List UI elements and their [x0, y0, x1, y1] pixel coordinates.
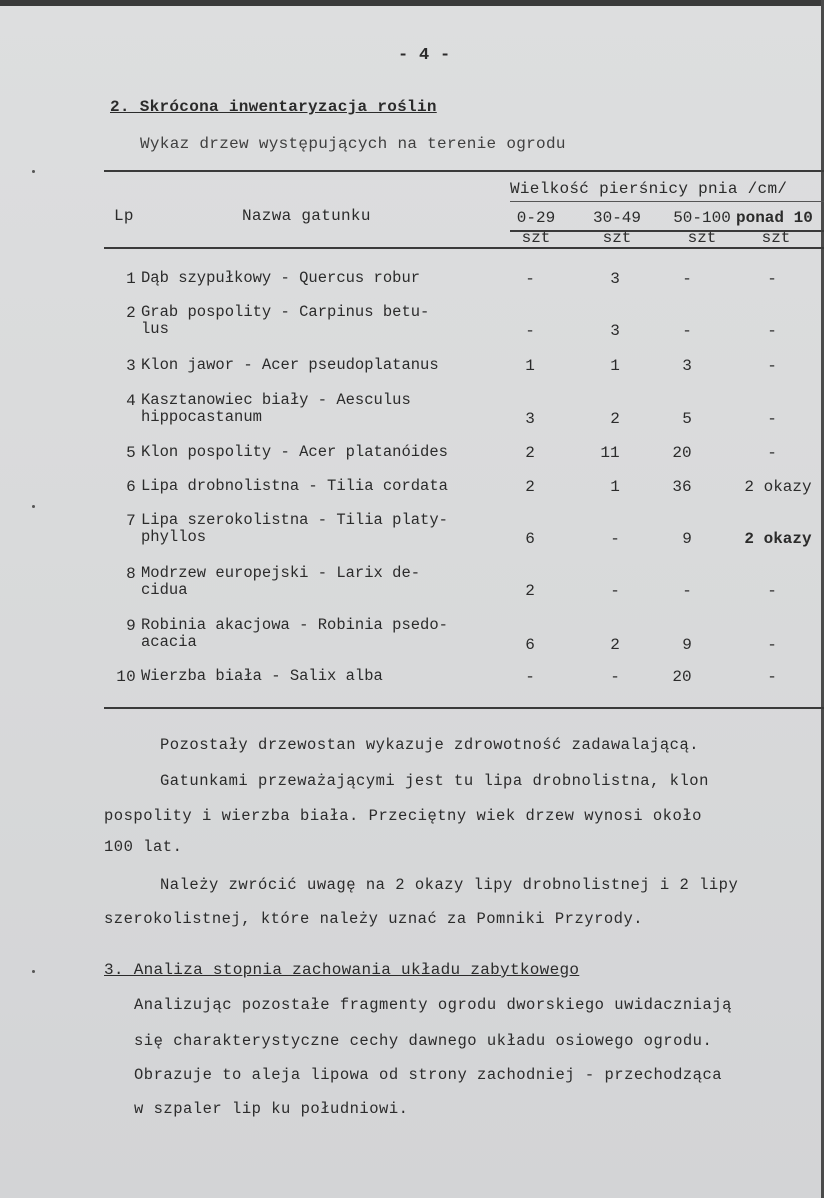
row-number: 7 — [126, 512, 136, 530]
count-cell: - — [682, 582, 692, 600]
row-number: 2 — [126, 304, 136, 322]
species-name: Grab pospolity - Carpinus betu- lus — [141, 303, 430, 338]
punch-mark — [32, 970, 35, 973]
count-cell: 1 — [610, 357, 620, 375]
species-name: Lipa szerokolistna - Tilia platy- phyllos — [141, 511, 448, 546]
paragraph-line: się charakterystyczne cechy dawnego układu osiowego ogrodu. — [134, 1032, 713, 1050]
count-cell: - — [682, 270, 692, 288]
count-cell: 36 — [672, 478, 692, 496]
punch-mark — [32, 170, 35, 173]
count-cell: 6 — [525, 636, 535, 654]
count-cell: 1 — [610, 478, 620, 496]
row-number: 4 — [126, 392, 136, 410]
count-cell: 11 — [600, 444, 620, 462]
species-name: Dąb szypułkowy - Quercus robur — [141, 269, 421, 287]
column-header-name: Nazwa gatunku — [242, 207, 371, 225]
species-name: Klon jawor - Acer pseudoplatanus — [141, 356, 439, 374]
count-cell: 3 — [610, 270, 620, 288]
species-name: Klon pospolity - Acer platanóides — [141, 443, 448, 461]
paragraph-line: szerokolistnej, które należy uznać za Pomniki Przyrody. — [104, 910, 644, 928]
row-number: 3 — [126, 357, 136, 375]
count-cell: - — [610, 668, 620, 686]
column-header-lp: Lp — [114, 207, 134, 225]
count-cell: - — [610, 530, 620, 548]
count-cell: 9 — [682, 530, 692, 548]
count-cell: 2 — [610, 410, 620, 428]
size-class-header: 50-100 — [673, 209, 731, 227]
paragraph-line: Gatunkami przeważającymi jest tu lipa drobnolistna, klon — [160, 772, 709, 790]
row-number: 9 — [126, 617, 136, 635]
count-cell: 2 — [610, 636, 620, 654]
unit-header: szt — [521, 229, 551, 247]
paragraph-line: pospolity i wierzba biała. Przeciętny wiek drzew wynosi około — [104, 807, 702, 825]
count-cell: 20 — [672, 444, 692, 462]
count-cell: - — [767, 444, 777, 462]
count-cell: - — [525, 322, 535, 340]
count-cell: - — [525, 668, 535, 686]
row-number: 6 — [126, 478, 136, 496]
species-name: Robinia akacjowa - Robinia psedo- acacia — [141, 616, 448, 651]
row-number: 8 — [126, 565, 136, 583]
punch-mark — [32, 505, 35, 508]
section-3-heading: 3. Analiza stopnia zachowania układu zabytkowego — [104, 961, 580, 979]
count-cell: - — [610, 582, 620, 600]
count-cell: 3 — [682, 357, 692, 375]
count-cell: - — [767, 410, 777, 428]
table-group-header: Wielkość pierśnicy pnia /cm/ — [510, 180, 788, 198]
count-cell: 2 — [525, 478, 535, 496]
count-cell: - — [767, 582, 777, 600]
paragraph-line: Obrazuje to aleja lipowa od strony zachodniej - przechodząca — [134, 1066, 723, 1084]
count-cell: - — [767, 357, 777, 375]
species-name: Lipa drobnolistna - Tilia cordata — [141, 477, 448, 495]
unit-header: szt — [687, 229, 717, 247]
count-cell: 3 — [610, 322, 620, 340]
size-class-header: 0-29 — [516, 209, 556, 227]
count-cell: 20 — [672, 668, 692, 686]
paragraph-line: w szpaler lip ku południowi. — [134, 1100, 409, 1118]
table-bottom-rule — [104, 707, 824, 709]
row-number: 5 — [126, 444, 136, 462]
unit-header: szt — [602, 229, 632, 247]
scan-top-edge — [0, 0, 824, 6]
count-cell: 6 — [525, 530, 535, 548]
count-cell: - — [767, 322, 777, 340]
section-2-heading: 2. Skrócona inwentaryzacja roślin — [110, 98, 437, 116]
count-cell: 2 — [525, 444, 535, 462]
species-name: Kasztanowiec biały - Aesculus hippocastanum — [141, 391, 411, 426]
count-cell: 1 — [525, 357, 535, 375]
paragraph-line: Należy zwrócić uwagę na 2 okazy lipy drobnolistnej i 2 lipy — [160, 876, 739, 894]
species-name: Modrzew europejski - Larix de- cidua — [141, 564, 421, 599]
paragraph-line: 100 lat. — [104, 838, 183, 856]
header-bottom-rule — [104, 247, 824, 249]
count-cell: - — [767, 668, 777, 686]
count-cell: 5 — [682, 410, 692, 428]
count-cell: - — [767, 270, 777, 288]
count-cell: 3 — [525, 410, 535, 428]
unit-header: szt — [761, 229, 791, 247]
page-number: - 4 - — [398, 46, 451, 65]
row-number: 1 — [126, 270, 136, 288]
count-cell: - — [525, 270, 535, 288]
count-cell: 2 — [525, 582, 535, 600]
paragraph-line: Pozostały drzewostan wykazuje zdrowotność zadawalającą. — [160, 736, 700, 754]
count-cell: - — [767, 636, 777, 654]
size-class-header: ponad 10 — [736, 209, 813, 227]
row-number: 10 — [116, 668, 136, 686]
count-cell: 2 okazy — [744, 530, 812, 548]
size-class-header: 30-49 — [592, 209, 641, 227]
paragraph-line: Analizując pozostałe fragmenty ogrodu dworskiego uwidaczniają — [134, 996, 732, 1014]
table-top-rule — [104, 170, 824, 172]
count-cell: 9 — [682, 636, 692, 654]
species-name: Wierzba biała - Salix alba — [141, 667, 383, 685]
section-2-subheading: Wykaz drzew występujących na terenie ogrodu — [140, 135, 566, 153]
count-cell: - — [682, 322, 692, 340]
group-header-rule — [510, 201, 824, 202]
count-cell: 2 okazy — [744, 478, 812, 496]
